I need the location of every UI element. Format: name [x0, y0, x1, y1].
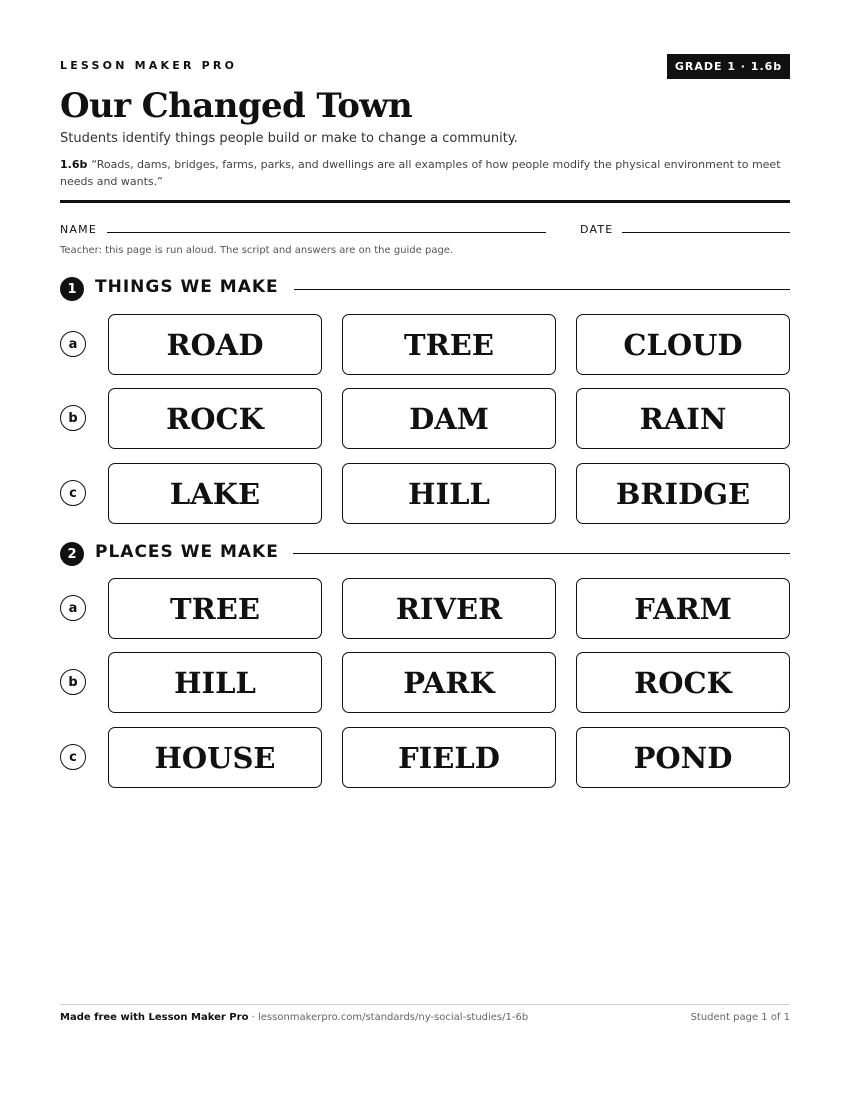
word-card[interactable]: HILL: [108, 652, 322, 713]
word-card[interactable]: POND: [576, 727, 790, 788]
standard-text: “Roads, dams, bridges, farms, parks, and dwellings are all examples of how people modify the physical environment to meet needs and wants.”: [60, 158, 781, 188]
section-1-rule: [294, 289, 790, 290]
name-label: NAME: [60, 223, 97, 236]
word-card[interactable]: HILL: [342, 463, 556, 524]
grade-badge: GRADE 1 · 1.6b: [667, 54, 790, 79]
word-card[interactable]: ROCK: [108, 388, 322, 449]
standard-code: 1.6b: [60, 158, 88, 171]
section-2-title: PLACES WE MAKE: [95, 542, 279, 562]
section-2-rule: [293, 553, 790, 554]
word-card[interactable]: ROCK: [576, 652, 790, 713]
brand-name: LESSON MAKER PRO: [60, 59, 238, 72]
date-field[interactable]: [622, 232, 790, 233]
footer-made-with: Made free with Lesson Maker Pro: [60, 1012, 249, 1023]
row-letter: b: [60, 405, 86, 431]
word-card[interactable]: TREE: [342, 314, 556, 375]
word-card[interactable]: CLOUD: [576, 314, 790, 375]
section-1-title: THINGS WE MAKE: [95, 277, 279, 297]
page-title: Our Changed Town: [60, 86, 413, 126]
page-subtitle: Students identify things people build or make to change a community.: [60, 131, 518, 146]
word-card[interactable]: HOUSE: [108, 727, 322, 788]
word-card[interactable]: FARM: [576, 578, 790, 639]
row-letter: c: [60, 480, 86, 506]
footer-credit: [60, 1012, 528, 1023]
header-divider: [60, 200, 790, 203]
word-card[interactable]: DAM: [342, 388, 556, 449]
footer-page-info: Student page 1 of 1: [690, 1012, 790, 1023]
row-letter: a: [60, 595, 86, 621]
footer-url[interactable]: lessonmakerpro.com/standards/ny-social-studies/1-6b: [257, 1012, 529, 1023]
word-card[interactable]: FIELD: [342, 727, 556, 788]
word-card[interactable]: RIVER: [342, 578, 556, 639]
row-letter: c: [60, 744, 86, 770]
teacher-note: Teacher: this page is run aloud. The script and answers are on the guide page.: [60, 245, 454, 256]
word-card[interactable]: TREE: [108, 578, 322, 639]
date-label: DATE: [580, 223, 614, 236]
name-field[interactable]: [107, 232, 546, 233]
footer-divider: [60, 1004, 790, 1005]
word-card[interactable]: BRIDGE: [576, 463, 790, 524]
word-card[interactable]: LAKE: [108, 463, 322, 524]
word-card[interactable]: RAIN: [576, 388, 790, 449]
word-card[interactable]: PARK: [342, 652, 556, 713]
section-1-number: 1: [60, 277, 84, 301]
word-card[interactable]: ROAD: [108, 314, 322, 375]
standard-quote: [60, 156, 790, 190]
section-2-number: 2: [60, 542, 84, 566]
row-letter: a: [60, 331, 86, 357]
row-letter: b: [60, 669, 86, 695]
footer-separator: ·: [248, 1012, 258, 1023]
